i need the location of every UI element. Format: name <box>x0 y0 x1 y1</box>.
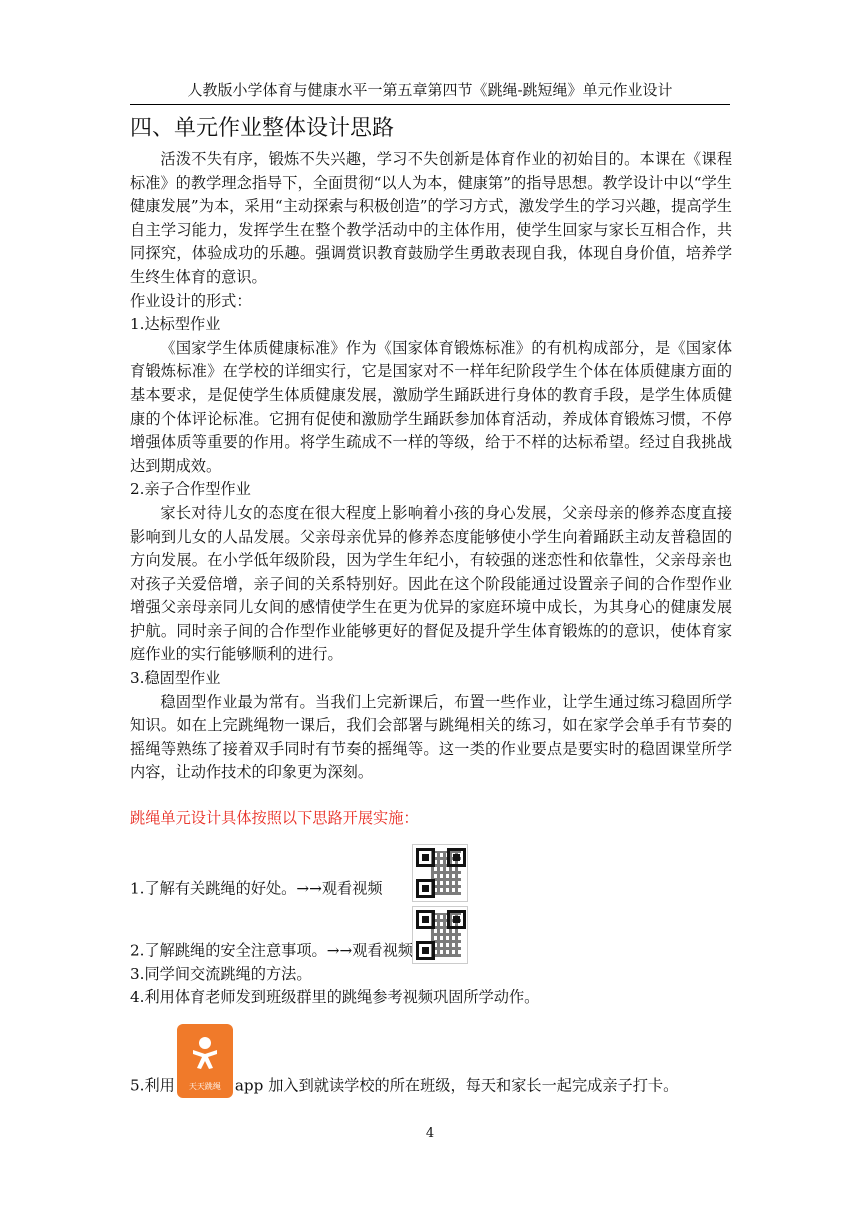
item2-paragraph: 家长对待儿女的态度在很大程度上影响着小孩的身心发展，父亲母亲的修养态度直接影响到儿女的人品发展。父亲母亲优异的修养态度能够使小学生向着踊跃主动友普稳固的方向发展。在小学低年级阶段，因为学生年纪小，有较强的迷恋性和依靠性，父亲母亲也对孩子关爱倍增，亲子间的关系特别好。因此在这个阶段能通过设置亲子间的合作型作业增强父亲母亲同儿女间的感情使学生在更为优异的家庭环境中成长，为其身心的健康发展护航。同时亲子间的合作型作业能够更好的督促及提升学生体育锻炼的的意识，使体育家庭作业的实行能够顺利的进行。 <box>130 503 732 664</box>
step-5-text-b: app 加入到就读学校的所在班级，每天和家长一起完成亲子打卡。 <box>234 1076 679 1095</box>
item1-title: 1.达标型作业 <box>130 315 221 334</box>
step-5-text-a: 5.利用 <box>130 1076 175 1095</box>
item1-paragraph: 《国家学生体质健康标准》作为《国家体育锻炼标准》的有机构成部分，是《国家体育锻炼标准》在学校的详细实行，它是国家对不一样年纪阶段学生个体在体质健康方面的基本要求，是促使学生体质健康发展，激励学生踊跃进行身体的教育手段，是学生体质健康的个体评论标准。它拥有促使和激励学生踊跃参加体育活动，养成体育锻炼习惯，不停增强体质等重要的作用。将学生疏成不一样的等级，给于不样的达标希望。经过自我挑战达到期成效。 <box>130 338 732 475</box>
running-header: 人教版小学体育与健康水平一第五章第四节《跳绳-跳短绳》单元作业设计 <box>130 80 730 105</box>
item3-paragraph: 稳固型作业最为常有。当我们上完新课后，布置一些作业，让学生通过练习稳固所学知识。如在上完跳绳物一课后，我们会部署与跳绳相关的练习，如在家学会单手有节奏的摇绳等熟练了接着双手同时有节奏的摇绳等。这一类的作业要点是要实时的稳固课堂所学内容，让动作技术的印象更为深刻。 <box>130 692 732 782</box>
step-2-text: 2.了解跳绳的安全注意事项。→→观看视频 <box>130 941 413 960</box>
qr-code-icon[interactable] <box>413 907 467 963</box>
item3-title: 3.稳固型作业 <box>130 669 221 688</box>
step-5 <box>130 1024 732 1098</box>
app-icon[interactable] <box>177 1024 233 1098</box>
step-4: 4.利用体育老师发到班级群里的跳绳参考视频巩固所学动作。 <box>130 988 540 1007</box>
item2-title: 2.亲子合作型作业 <box>130 480 251 499</box>
app-label: 天天跳绳 <box>188 1081 221 1091</box>
step-2 <box>130 907 732 963</box>
implementation-heading: 跳绳单元设计具体按照以下思路开展实施： <box>130 809 419 828</box>
step-1-text: 1.了解有关跳绳的好处。→→观看视频 <box>130 879 383 898</box>
forms-label: 作业设计的形式： <box>130 291 252 310</box>
qr-code-icon[interactable] <box>413 845 467 901</box>
step-1 <box>130 845 732 901</box>
intro-paragraph: 活泼不失有序，锻炼不失兴趣，学习不失创新是体育作业的初始目的。本课在《课程标准》的教学理念指导下，全面贯彻“以人为本，健康第”的指导思想。教学设计中以“学生健康发展”为本，采用“主动探索与积极创造”的学习方式，激发学生的学习兴趣，提高学生自主学习能力，发挥学生在整个教学活动中的主体作用，使学生回家与家长互相合作，共同探究，体验成功的乐趣。强调赏识教育鼓励学生勇敢表现自我，体现自身价值，培养学生终生体育的意识。 <box>130 150 732 286</box>
page-number: 4 <box>425 1126 435 1141</box>
step-3: 3.同学间交流跳绳的方法。 <box>130 964 312 983</box>
section-title: 四、单元作业整体设计思路 <box>130 116 395 141</box>
page-content <box>130 114 732 1098</box>
jumping-figure-icon <box>189 1036 221 1070</box>
